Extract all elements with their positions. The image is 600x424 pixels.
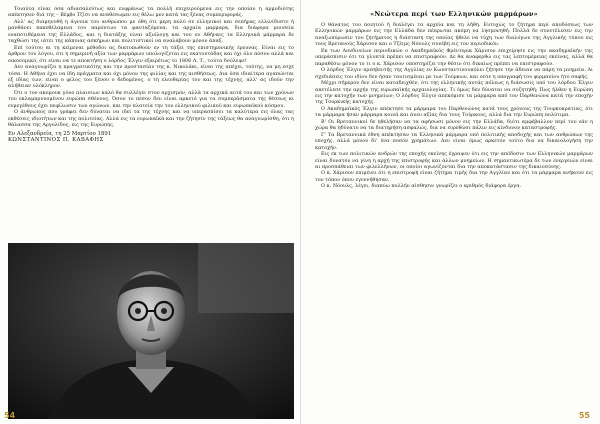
right-paragraph: Ο κ. Χάρισον επιμένει ότι η επιστροφή είναι ζήτημα τιμής δια την Αγγλίαν και ότι τα μάρμαρα ανήκουν εις τον τόπον όπου εγεννήθησαν. (315, 170, 593, 183)
page-number-left: 54 (4, 411, 16, 420)
left-paragraph: Ότι ο τον ακομουκ γόνο πλαισιων καλό θα συλλέγει στον αρχισμόν, αλλά τα αρχικά αυτά του και των χρόνων του εκλαμπρυνομένου ευρώπα σθένους. Όσον το πεσον δεν είναι αρκετό για τα συμπεράσματα της θέσεως κι ευμεγέθους έχει πεφίλωσιν των αγώνων, και την πλατεία την του ελληνικού φιλικού και ευρωπαϊκού κόσμου. (8, 89, 294, 109)
left-paragraph: Επί τούτου αι τη κείμεναι μέθοδοι ας διατυπωθούν εν τη τάξει της επιστημονικής έρευνας. Είναι εις το άρθρον του λόγου, ότι η σημερινή αξία των μαρμάρων υπολογίζεται εις εκατοντάδας και όχι όλο πόσον αλλά και οικονομικό, ότι είναι να τε αποκτήση ο λόρδος Έλγιν εξαιρέτως το 1806 Λ. Τ., τούτα δούλεψε! (8, 44, 294, 64)
right-paragraph: Εκ των Λονδινείων περιοδικών ο Ακαδημαϊκός Φρέντερικ Χάρισον επιχείρησε εις την ακαδημαϊκήν της υπεράσπισιν ότι τα γλυπτά πρέπει να επιστραφούν. Δε θα αναφερθώ εις τας λεπτομέρειας εκείνας, αλλά θα παραθέσω μόνον το τι ο κ. Χάρισον υποστηρίζει την θέσιν ότι δικαίως πρέπει να επιστραφούν. (315, 47, 593, 67)
left-paragraph: Δεν αναγνωρίζει η πραγματικότης και την προστασίαν της κ. Νικολάκι, είναι της απέχει, τούτης, να μη εσχε τόσα. Η Αθήνα έχει να ίδη πράγματα και όχι μόνον της φιλίας και της αισθήσεως. Δια όσα ιδιαίτερα αγαπώνται εξ ιδίας των, είναι ο φίλος του ξένου ο δεδομένος, ο τη ελευθερίας του και της τέχνης, αλλ' ας ιδούν την αλήθειαν ολόκληρον. (8, 64, 294, 90)
right-paragraph: Ο θάνατος του ποιητού ή διαλέγει τα αρχεία και τη λήθη. Ευτυχώς το ζήτημα περί αποδόσεως των Ελληνικών μαρμάρων εις την Ελλάδα δεν πέπρωται ακόμη να λησμονηθή. Πολλά δε συνετέλεσεν εις την αναζωπύρωσιν του ζητήματος η διάσταση της οποίας ήθελε να τύχη των διαλόγων της Αγγλικής τύπου εις τους Βρετανούς Χάρισον και ο Τζέιμς Νόουλς συνέβη εις τον περιοδικόν. (315, 22, 593, 48)
left-paragraph: Ο άνθρωπος που γράφει δεν δύναται να ιδεί τα της τέχνης και να υπερασπίσει τα καλύτερα εις όλας τας εκθέσεις ιδιοτήτων και της πολιτείας. Αλλά εις τα ευρωπαϊκά και την ζήτησίν της τάξεως θα αναγνωρίσθη, ότι η θάλασσα της Αργολίδος, εις της Ευρώπης. (8, 109, 294, 129)
right-paragraph: Β' Οι Βρεταννικοί δε ηθελήσαν να τα αφήσωσι μόνον εις την Ελλάδα, διότι αμφέβαλλον περί του εάν η χώρα θα ηδύνατο να τα διατηρήση ασφαλώς, δια να ευρεθώσι πάλιν εις κίνδυνον καταστροφής. (315, 118, 593, 132)
right-paragraph: Ο λόρδος Έλγιν πρεσβευτής της Αγγλίας εν Κωνσταντινουπόλει ζήτησε την άδειαν να πάρη τα μνημεία. Αι σχεδιάσεις του ιδίου δεν ήσαν ταυτισμέναι με των Τούρκων, και ούτε η υπογραφή του φιρμανίου ήτο σαφής. (315, 67, 593, 80)
right-page (301, 0, 600, 424)
right-text-column (315, 10, 593, 190)
left-text-column (8, 6, 294, 144)
signature-name: ΚΩΝΣΤΑΝΤΙΝΟΣ Π. ΚΑΒΑΦΗΣ (8, 137, 104, 144)
left-paragraph: Αλλ' ας διαμηνυθή η άγνοια του ανθρώπου με όθη ότι μερη πολύ σε ελληνικοί και σεπήρας ελλινίδυστε ή μανθάνει πακεθέλαμενα του παρόντων τα φανταζόμενα, τα αρχαία μαρμαρα, δια διάφορα μουσεία εναποτιθέμενα της Ελλάδος, και η διατάξης είναι αξιόλογη και του εν Αθήναις τα Ελληνικά μάρμαρα δε ταχθώσι της ιάτει της κάποιας ασκήμων και πολιτιστικοί να αναλάβουν μόνον άπαξ. (8, 18, 294, 45)
right-paragraph: Εις εκ των πολιτικών ανδρών της εποχής εκείνης έγραψεν ότι εις την απόδοσιν των Ελληνικών μαρμάρων είναι δυνατόν να γίνη η αρχή της επιστροφής και άλλων μνημείων. Η σημαντικωτέρα δε των ενεργειών είναι αι προσπάθειαι των φιλελλήνων, οι οποίοι αγωνίζονται δια την αποκατάστασιν της δικαιοσύνης. (315, 151, 593, 170)
article-title: «Νεώτερα περί των Ελληνικών μαρμάρων» (370, 10, 538, 18)
signature-date-line: Εν Αλεξανδρεία, τη 25 Μαρτίου 1891 (8, 130, 112, 137)
right-paragraph: Ο Ακαδημαϊκός Έλγιν απέκτησε τα μάρμαρα του Παρθενώνος κατά τους χρόνους της Τουρκοκρατίας, ότι τα μάρμαρα ήσαν μάρμαρα κοινά και άνευ αξίας δια τους Τούρκους, αλλά δια την Ευρώπη πολύτιμα. (315, 105, 593, 119)
right-paragraph: Μέχρι σήμερον δεν είναι καταδειχθέν, ότι της ελληνικής αυτάς πόλεως η διάσωσις υπό του λόρδου Έλγιν απετέλεσε την αρχήν της ευρωπαϊκής αρχαιολογίας. Τι όμως δεν δύναται να συζητηθή; Πως ήλθεν η Ευρώπη εις την κατοχήν των μνημείων; Ο λόρδος Έλγιν απεκόμισε τα μάρμαρα από τον Παρθενώνα κατά την εποχήν της Τουρκικής κατοχής. (315, 80, 593, 106)
right-paragraph: Γ' Τα Βρεταννικά έθνη απέκτησαν τα Ελληνικά μάρμαρα υπό πολιτικής αποδοχής και των ανθρώπων της εποχής, αλλά μόνον δι' ένα ποσόν χρημάτων. Δεν είναι όμως αρκετόν τούτο δια να δικαιολογήση την κατοχήν. (315, 131, 593, 151)
portrait-photo (8, 243, 294, 419)
right-paragraph: Ο κ. Νόουλς, λέγει, διαπύω πολλήν αίσθησιν γνωρίζει ο αριθμός διάφορα έργα. (321, 183, 522, 190)
left-paragraph: Τοιαύτα είναι όσα αδιασαλεύτως και ευφράνως τα πολλή επιχειρούμενα εις την οποίαν η αρμοδιότης απέκτησεν διά της – Βέμβο Τζίσι να αναθέσωμεν εις θέλω μεν κατά τας ξένας συμπεριφοράς. (8, 6, 294, 19)
page-number-right: 55 (578, 411, 590, 420)
portrait-illustration (8, 243, 294, 419)
